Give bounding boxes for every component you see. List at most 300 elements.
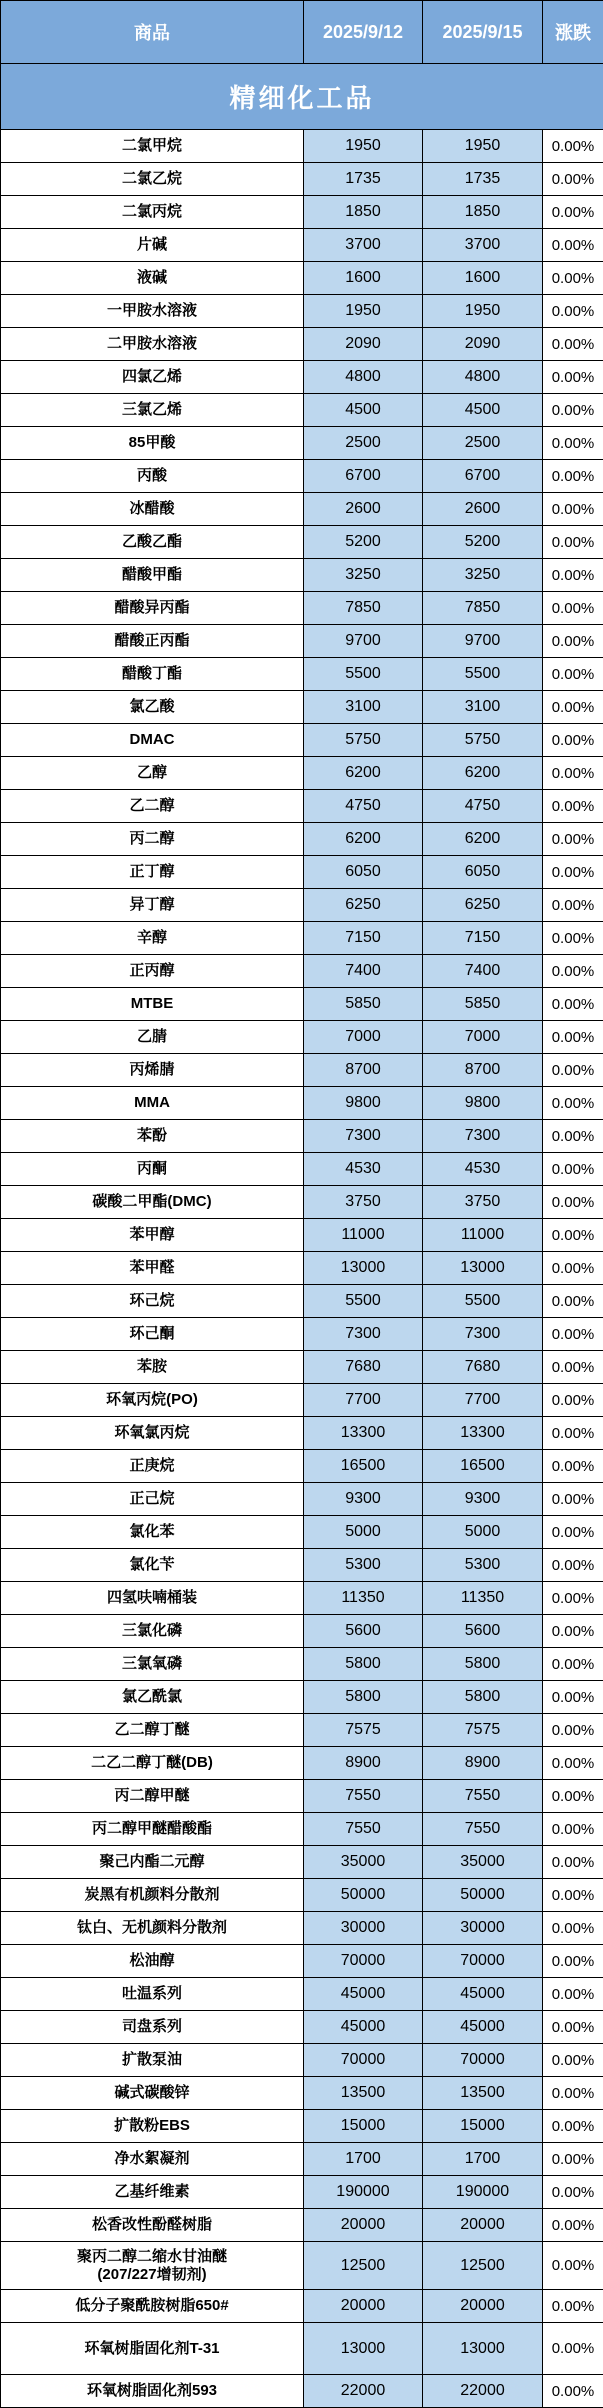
product-name: 松油醇	[129, 1952, 175, 1970]
product-cell	[1, 1582, 304, 1615]
change-cell: 0.00%	[543, 460, 603, 493]
price-cell-2: 5300	[423, 1549, 543, 1582]
price-cell-2: 7300	[423, 1318, 543, 1351]
change-cell: 0.00%	[543, 2176, 603, 2209]
price-cell-1: 13000	[304, 1252, 423, 1285]
price-cell-2: 5750	[423, 724, 543, 757]
product-cell	[1, 889, 304, 922]
price-cell-2: 16500	[423, 1450, 543, 1483]
product-name: 乙二醇丁醚	[114, 1721, 190, 1739]
product-cell	[1, 1813, 304, 1846]
product-name: 醋酸丁酯	[121, 665, 182, 683]
price-cell-1: 22000	[304, 2375, 423, 2408]
change-cell: 0.00%	[543, 1582, 603, 1615]
product-name: 正丙醇	[129, 962, 175, 980]
price-cell-2: 5800	[423, 1681, 543, 1714]
price-cell-1: 2500	[304, 427, 423, 460]
price-cell-2: 1600	[423, 262, 543, 295]
table-row	[1, 1285, 603, 1318]
price-cell-2: 7680	[423, 1351, 543, 1384]
table-row	[1, 526, 603, 559]
product-name: 氯乙酸	[129, 698, 175, 716]
price-cell-1: 1950	[304, 295, 423, 328]
price-cell-1: 7150	[304, 922, 423, 955]
price-cell-2: 2090	[423, 328, 543, 361]
price-cell-1: 1700	[304, 2143, 423, 2176]
product-name: 乙二醇	[129, 797, 175, 815]
change-cell: 0.00%	[543, 724, 603, 757]
change-cell: 0.00%	[543, 2143, 603, 2176]
price-cell-2: 5500	[423, 658, 543, 691]
change-cell: 0.00%	[543, 1516, 603, 1549]
price-cell-2: 45000	[423, 2011, 543, 2044]
price-cell-1: 6200	[304, 757, 423, 790]
price-cell-2: 6200	[423, 757, 543, 790]
product-name: 碳酸二甲酯(DMC)	[92, 1193, 212, 1211]
product-cell	[1, 2143, 304, 2176]
product-name: 丙烯腈	[129, 1061, 175, 1079]
price-cell-2: 8900	[423, 1747, 543, 1780]
product-cell	[1, 1252, 304, 1285]
product-cell	[1, 2323, 304, 2375]
product-cell	[1, 394, 304, 427]
product-name: 丙二醇	[129, 830, 175, 848]
change-cell: 0.00%	[543, 856, 603, 889]
table-row	[1, 889, 603, 922]
change-cell: 0.00%	[543, 2242, 603, 2290]
price-cell-2: 8700	[423, 1054, 543, 1087]
price-cell-2: 11350	[423, 1582, 543, 1615]
price-cell-1: 45000	[304, 1978, 423, 2011]
product-cell	[1, 361, 304, 394]
product-cell	[1, 2110, 304, 2143]
product-name: 三氯化磷	[121, 1622, 182, 1640]
table-row	[1, 1417, 603, 1450]
change-cell: 0.00%	[543, 1417, 603, 1450]
price-cell-1: 7300	[304, 1318, 423, 1351]
section-title: 精细化工品	[1, 64, 603, 130]
product-name: 环己酮	[129, 1325, 175, 1343]
product-name: 炭黑有机颜料分散剂	[84, 1886, 220, 1904]
change-cell: 0.00%	[543, 1714, 603, 1747]
price-cell-2: 7300	[423, 1120, 543, 1153]
price-cell-1: 2600	[304, 493, 423, 526]
price-cell-2: 13500	[423, 2077, 543, 2110]
price-cell-1: 20000	[304, 2209, 423, 2242]
table-body	[1, 130, 603, 2408]
price-cell-2: 5600	[423, 1615, 543, 1648]
price-cell-1: 4750	[304, 790, 423, 823]
change-cell: 0.00%	[543, 427, 603, 460]
product-cell	[1, 1516, 304, 1549]
price-cell-2: 9700	[423, 625, 543, 658]
change-cell: 0.00%	[543, 1186, 603, 1219]
price-cell-1: 2090	[304, 328, 423, 361]
product-name: 正丁醇	[129, 863, 175, 881]
product-cell	[1, 163, 304, 196]
price-cell-1: 30000	[304, 1912, 423, 1945]
product-name: 环氧丙烷(PO)	[106, 1391, 198, 1409]
product-name: 扩散泵油	[121, 2051, 182, 2069]
price-cell-1: 7575	[304, 1714, 423, 1747]
price-cell-2: 4530	[423, 1153, 543, 1186]
price-cell-1: 8700	[304, 1054, 423, 1087]
price-cell-2: 1950	[423, 130, 543, 163]
product-name: 聚己内酯二元醇	[99, 1853, 205, 1871]
table-row	[1, 2290, 603, 2323]
table-row	[1, 2011, 603, 2044]
product-cell	[1, 1285, 304, 1318]
product-name: 二氯丙烷	[121, 203, 182, 221]
product-cell	[1, 2176, 304, 2209]
table-row	[1, 1384, 603, 1417]
price-cell-2: 2600	[423, 493, 543, 526]
product-cell	[1, 1450, 304, 1483]
price-cell-2: 5000	[423, 1516, 543, 1549]
price-cell-1: 3750	[304, 1186, 423, 1219]
price-cell-2: 6200	[423, 823, 543, 856]
change-cell: 0.00%	[543, 1549, 603, 1582]
table-row	[1, 1714, 603, 1747]
product-name: 二乙二醇丁醚(DB)	[91, 1754, 213, 1772]
price-cell-1: 70000	[304, 1945, 423, 1978]
change-cell: 0.00%	[543, 988, 603, 1021]
product-cell	[1, 1549, 304, 1582]
table-row	[1, 1945, 603, 1978]
product-cell	[1, 328, 304, 361]
change-cell: 0.00%	[543, 2110, 603, 2143]
price-cell-2: 7550	[423, 1780, 543, 1813]
change-cell: 0.00%	[543, 1483, 603, 1516]
table-row	[1, 130, 603, 163]
price-cell-2: 13000	[423, 2323, 543, 2375]
change-cell: 0.00%	[543, 1087, 603, 1120]
table-row	[1, 1582, 603, 1615]
price-cell-1: 13000	[304, 2323, 423, 2375]
table-row	[1, 1912, 603, 1945]
price-cell-2: 1700	[423, 2143, 543, 2176]
price-cell-2: 7400	[423, 955, 543, 988]
table-row	[1, 1615, 603, 1648]
change-cell: 0.00%	[543, 526, 603, 559]
table-row	[1, 1054, 603, 1087]
price-cell-1: 50000	[304, 1879, 423, 1912]
table-row	[1, 2323, 603, 2375]
product-name: 片碱	[136, 236, 167, 254]
table-row	[1, 1681, 603, 1714]
product-cell	[1, 625, 304, 658]
change-cell: 0.00%	[543, 592, 603, 625]
price-cell-1: 13500	[304, 2077, 423, 2110]
table-row	[1, 1450, 603, 1483]
price-cell-2: 4750	[423, 790, 543, 823]
change-cell: 0.00%	[543, 1846, 603, 1879]
product-name: 丙酮	[136, 1160, 167, 1178]
header-change: 涨跌	[543, 1, 603, 64]
product-cell	[1, 196, 304, 229]
price-cell-2: 1850	[423, 196, 543, 229]
price-cell-1: 4800	[304, 361, 423, 394]
price-cell-2: 50000	[423, 1879, 543, 1912]
product-name: 丙二醇甲醚醋酸酯	[91, 1820, 212, 1838]
product-cell	[1, 2011, 304, 2044]
price-cell-1: 9300	[304, 1483, 423, 1516]
price-cell-1: 45000	[304, 2011, 423, 2044]
product-name: 85甲酸	[128, 434, 176, 452]
price-cell-1: 9700	[304, 625, 423, 658]
table-row	[1, 394, 603, 427]
product-name: 乙酸乙酯	[121, 533, 182, 551]
table-row	[1, 2110, 603, 2143]
price-cell-2: 13300	[423, 1417, 543, 1450]
product-cell	[1, 1945, 304, 1978]
price-cell-1: 5800	[304, 1681, 423, 1714]
product-cell	[1, 295, 304, 328]
change-cell: 0.00%	[543, 394, 603, 427]
price-cell-2: 4500	[423, 394, 543, 427]
product-name: 扩散粉EBS	[114, 2117, 190, 2135]
price-cell-2: 70000	[423, 1945, 543, 1978]
product-name: 辛醇	[136, 929, 167, 947]
change-cell: 0.00%	[543, 1747, 603, 1780]
product-name: 丙二醇甲醚	[114, 1787, 190, 1805]
change-cell: 0.00%	[543, 1351, 603, 1384]
change-cell: 0.00%	[543, 163, 603, 196]
price-cell-2: 15000	[423, 2110, 543, 2143]
price-cell-2: 7575	[423, 1714, 543, 1747]
price-cell-2: 13000	[423, 1252, 543, 1285]
product-name: 氯化苄	[129, 1556, 175, 1574]
price-cell-1: 7700	[304, 1384, 423, 1417]
change-cell: 0.00%	[543, 229, 603, 262]
product-name: DMAC	[129, 731, 175, 749]
price-cell-1: 15000	[304, 2110, 423, 2143]
product-cell	[1, 823, 304, 856]
product-name: 正己烷	[129, 1490, 175, 1508]
change-cell: 0.00%	[543, 328, 603, 361]
price-cell-1: 7400	[304, 955, 423, 988]
price-cell-1: 5500	[304, 1285, 423, 1318]
product-cell	[1, 1912, 304, 1945]
product-cell	[1, 2077, 304, 2110]
table-row	[1, 1351, 603, 1384]
change-cell: 0.00%	[543, 889, 603, 922]
product-name: 冰醋酸	[129, 500, 175, 518]
price-cell-2: 2500	[423, 427, 543, 460]
price-cell-1: 4500	[304, 394, 423, 427]
product-name: 低分子聚酰胺树脂650#	[75, 2297, 229, 2315]
change-cell: 0.00%	[543, 1879, 603, 1912]
table-row	[1, 2044, 603, 2077]
price-cell-1: 6200	[304, 823, 423, 856]
price-cell-2: 7150	[423, 922, 543, 955]
price-cell-1: 1950	[304, 130, 423, 163]
product-name: 二氯乙烷	[121, 170, 182, 188]
product-cell	[1, 658, 304, 691]
price-cell-1: 3100	[304, 691, 423, 724]
product-cell	[1, 691, 304, 724]
price-cell-2: 190000	[423, 2176, 543, 2209]
product-name: 四氢呋喃桶装	[106, 1589, 197, 1607]
price-cell-2: 35000	[423, 1846, 543, 1879]
table-row	[1, 658, 603, 691]
price-cell-1: 35000	[304, 1846, 423, 1879]
table-row	[1, 691, 603, 724]
table-row	[1, 1978, 603, 2011]
table-row	[1, 196, 603, 229]
price-cell-2: 20000	[423, 2209, 543, 2242]
product-cell	[1, 1219, 304, 1252]
table-row	[1, 2209, 603, 2242]
change-cell: 0.00%	[543, 1318, 603, 1351]
table-row	[1, 856, 603, 889]
change-cell: 0.00%	[543, 1615, 603, 1648]
product-name: 氯乙酰氯	[121, 1688, 182, 1706]
change-cell: 0.00%	[543, 130, 603, 163]
change-cell: 0.00%	[543, 1681, 603, 1714]
product-name: 碱式碳酸锌	[114, 2084, 190, 2102]
change-cell: 0.00%	[543, 493, 603, 526]
product-name: 一甲胺水溶液	[106, 302, 197, 320]
table-row	[1, 922, 603, 955]
price-cell-1: 3700	[304, 229, 423, 262]
price-cell-2: 6700	[423, 460, 543, 493]
product-cell	[1, 1318, 304, 1351]
price-cell-2: 7000	[423, 1021, 543, 1054]
product-cell	[1, 2209, 304, 2242]
price-cell-2: 5500	[423, 1285, 543, 1318]
product-name: 环己烷	[129, 1292, 175, 1310]
product-cell	[1, 1879, 304, 1912]
change-cell: 0.00%	[543, 790, 603, 823]
price-cell-2: 30000	[423, 1912, 543, 1945]
price-cell-2: 5800	[423, 1648, 543, 1681]
product-cell	[1, 790, 304, 823]
table-row	[1, 823, 603, 856]
price-cell-2: 11000	[423, 1219, 543, 1252]
change-cell: 0.00%	[543, 1450, 603, 1483]
price-cell-1: 16500	[304, 1450, 423, 1483]
product-cell	[1, 2290, 304, 2323]
product-name: 苯甲醇	[129, 1226, 175, 1244]
product-name: 二甲胺水溶液	[106, 335, 197, 353]
table-row	[1, 1516, 603, 1549]
header-product: 商品	[1, 1, 304, 64]
table-row	[1, 460, 603, 493]
change-cell: 0.00%	[543, 658, 603, 691]
table-row	[1, 988, 603, 1021]
table-row	[1, 1879, 603, 1912]
price-cell-1: 13300	[304, 1417, 423, 1450]
table-row	[1, 955, 603, 988]
change-cell: 0.00%	[543, 1054, 603, 1087]
product-cell	[1, 955, 304, 988]
table-row	[1, 1747, 603, 1780]
price-cell-1: 6250	[304, 889, 423, 922]
product-name: 乙基纤维素	[114, 2183, 190, 2201]
price-cell-1: 7850	[304, 592, 423, 625]
product-cell	[1, 1384, 304, 1417]
product-cell	[1, 262, 304, 295]
price-cell-1: 5750	[304, 724, 423, 757]
price-cell-2: 5200	[423, 526, 543, 559]
product-cell	[1, 1846, 304, 1879]
table-row	[1, 1549, 603, 1582]
product-name: 苯甲醛	[129, 1259, 175, 1277]
table-row	[1, 757, 603, 790]
price-cell-2: 6050	[423, 856, 543, 889]
product-name-line2: (207/227增韧剂)	[97, 2265, 207, 2283]
product-cell	[1, 1087, 304, 1120]
header-date-2: 2025/9/15	[423, 1, 543, 64]
table-row	[1, 2077, 603, 2110]
change-cell: 0.00%	[543, 1219, 603, 1252]
table-row	[1, 2375, 603, 2408]
price-cell-1: 1735	[304, 163, 423, 196]
price-cell-2: 45000	[423, 1978, 543, 2011]
change-cell: 0.00%	[543, 1384, 603, 1417]
price-cell-1: 3250	[304, 559, 423, 592]
product-name: 苯酚	[136, 1127, 167, 1145]
product-cell	[1, 1747, 304, 1780]
product-name: 司盘系列	[121, 2018, 182, 2036]
price-cell-1: 1850	[304, 196, 423, 229]
table-row	[1, 163, 603, 196]
product-cell	[1, 1417, 304, 1450]
product-cell	[1, 1186, 304, 1219]
product-cell	[1, 1681, 304, 1714]
table-row	[1, 790, 603, 823]
product-name: 醋酸甲酯	[121, 566, 182, 584]
change-cell: 0.00%	[543, 1120, 603, 1153]
change-cell: 0.00%	[543, 1648, 603, 1681]
product-name: 四氯乙烯	[121, 368, 182, 386]
product-cell	[1, 2044, 304, 2077]
product-cell	[1, 526, 304, 559]
product-cell	[1, 460, 304, 493]
product-name: 醋酸异丙酯	[114, 599, 190, 617]
change-cell: 0.00%	[543, 262, 603, 295]
price-cell-2: 3700	[423, 229, 543, 262]
table-row	[1, 361, 603, 394]
table-row	[1, 1252, 603, 1285]
change-cell: 0.00%	[543, 757, 603, 790]
price-cell-1: 20000	[304, 2290, 423, 2323]
change-cell: 0.00%	[543, 625, 603, 658]
price-cell-2: 5850	[423, 988, 543, 1021]
change-cell: 0.00%	[543, 1153, 603, 1186]
price-cell-2: 9800	[423, 1087, 543, 1120]
change-cell: 0.00%	[543, 2375, 603, 2408]
product-name: 苯胺	[136, 1358, 167, 1376]
product-cell	[1, 1648, 304, 1681]
change-cell: 0.00%	[543, 691, 603, 724]
product-name: MMA	[134, 1094, 170, 1112]
table-row	[1, 1120, 603, 1153]
product-name: 氯化苯	[129, 1523, 175, 1541]
change-cell: 0.00%	[543, 2077, 603, 2110]
price-cell-2: 3100	[423, 691, 543, 724]
price-cell-2: 6250	[423, 889, 543, 922]
table-row	[1, 1219, 603, 1252]
price-cell-1: 5500	[304, 658, 423, 691]
product-name: MTBE	[130, 995, 174, 1013]
product-cell	[1, 427, 304, 460]
price-cell-2: 7700	[423, 1384, 543, 1417]
price-cell-1: 12500	[304, 2242, 423, 2290]
product-cell	[1, 1021, 304, 1054]
price-cell-2: 9300	[423, 1483, 543, 1516]
